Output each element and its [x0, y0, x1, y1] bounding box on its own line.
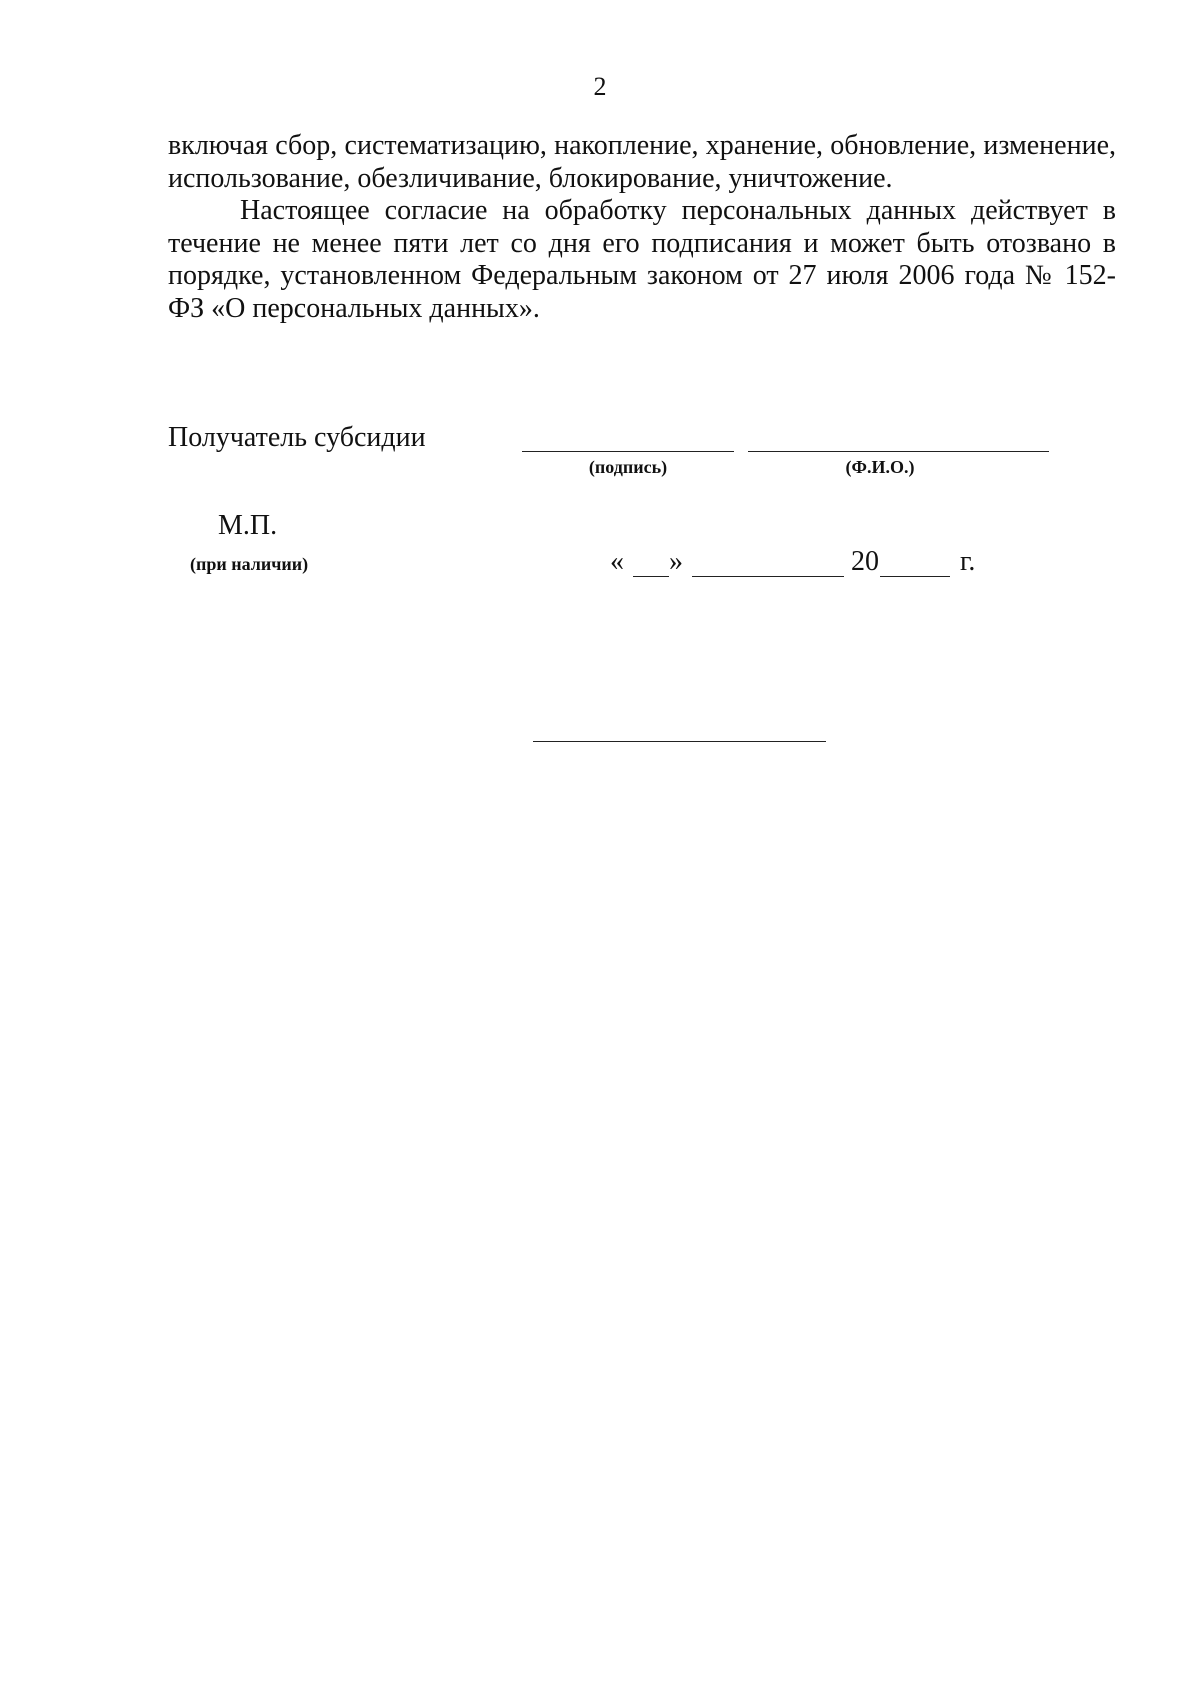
- stamp-note: (при наличии): [190, 554, 309, 574]
- fio-line: [748, 451, 1049, 452]
- paragraph-consent-validity: Настоящее согласие на обработку персональных данных действует в течение не менее пяти лет со дня его подписания и может быть отозвано в порядке, установленном Федеральным законом от 27 июля 2006 года № 152-ФЗ «О персональных данных».: [168, 195, 1116, 324]
- page-number: 2: [593, 72, 607, 101]
- paragraph-processing-actions: включая сбор, систематизацию, накопление, хранение, обновление, изменение, использование, обезличивание, блокирование, уничтожение.: [168, 130, 1116, 194]
- stamp-label: М.П.: [218, 510, 278, 541]
- date-year-blank: [880, 576, 950, 577]
- signature-line: [522, 451, 734, 452]
- date-line: [0, 546, 1200, 586]
- date-year-suffix: г.: [960, 546, 976, 577]
- date-open-quote: «: [610, 546, 624, 577]
- date-century: 20: [851, 546, 879, 577]
- signature-caption: (подпись): [588, 457, 668, 477]
- end-separator-line: [533, 741, 826, 742]
- date-month-blank: [692, 576, 844, 577]
- date-day-blank: [633, 576, 669, 577]
- recipient-label: Получатель субсидии: [168, 422, 426, 453]
- date-close-quote: »: [669, 546, 683, 577]
- fio-caption: (Ф.И.О.): [845, 457, 915, 477]
